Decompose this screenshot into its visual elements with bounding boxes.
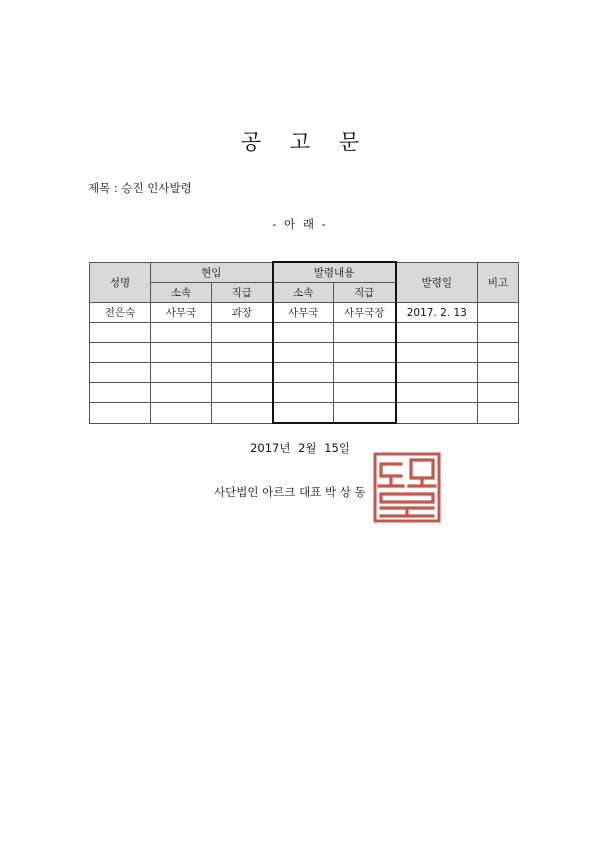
cell-name: 전은숙 [90,303,151,323]
header-note: 비고 [478,262,519,303]
header-current-dept: 소속 [151,283,212,303]
header-name: 성명 [90,262,151,303]
cell-name [90,403,151,424]
cell-current-dept: 사무국 [151,303,212,323]
header-appointment-date: 발령일 [396,262,478,303]
notice-marker: - 아 래 - [272,217,328,231]
cell-new-dept: 사무국 [273,303,334,323]
signatory-line: 사단법인 아르크 대표 박 상 동 [214,485,366,499]
cell-new-rank [334,323,396,343]
cell-current-rank [212,383,273,403]
cell-appointment-date [396,323,478,343]
cell-name [90,363,151,383]
cell-new-dept [273,363,334,383]
cell-note [478,383,519,403]
header-new-dept: 소속 [273,283,334,303]
cell-new-rank [334,363,396,383]
cell-current-rank [212,323,273,343]
cell-current-dept [151,323,212,343]
cell-new-dept [273,323,334,343]
cell-appointment-date [396,403,478,424]
cell-note [478,343,519,363]
cell-current-rank [212,403,273,424]
header-current-rank: 직급 [212,283,273,303]
cell-note [478,363,519,383]
appointment-table [89,261,519,424]
cell-current-dept [151,343,212,363]
table-row [90,323,519,343]
cell-appointment-date [396,383,478,403]
official-seal-stamp [371,450,443,525]
cell-new-rank [334,343,396,363]
cell-new-dept [273,403,334,424]
cell-current-rank: 과장 [212,303,273,323]
document-title: 공 고 문 [240,130,371,154]
issue-date: 2017년 2월 15일 [250,441,350,455]
cell-new-rank [334,403,396,424]
cell-name [90,383,151,403]
header-current-position: 현임 [151,262,273,283]
table-row [90,343,519,363]
table-row [90,363,519,383]
cell-new-rank [334,383,396,403]
document-subject: 제목 : 승진 인사발령 [88,181,192,195]
cell-note [478,303,519,323]
cell-current-dept [151,363,212,383]
cell-current-dept [151,403,212,424]
cell-new-dept [273,343,334,363]
cell-current-rank [212,363,273,383]
cell-current-dept [151,383,212,403]
cell-appointment-date [396,363,478,383]
table-row [90,383,519,403]
cell-name [90,343,151,363]
cell-new-dept [273,383,334,403]
cell-new-rank: 사무국장 [334,303,396,323]
cell-note [478,323,519,343]
cell-note [478,403,519,424]
header-new-rank: 직급 [334,283,396,303]
table-row [90,303,519,323]
cell-appointment-date [396,343,478,363]
cell-name [90,323,151,343]
cell-current-rank [212,343,273,363]
table-row [90,403,519,424]
cell-appointment-date: 2017. 2. 13 [396,303,478,323]
header-appointment: 발령내용 [273,262,396,283]
